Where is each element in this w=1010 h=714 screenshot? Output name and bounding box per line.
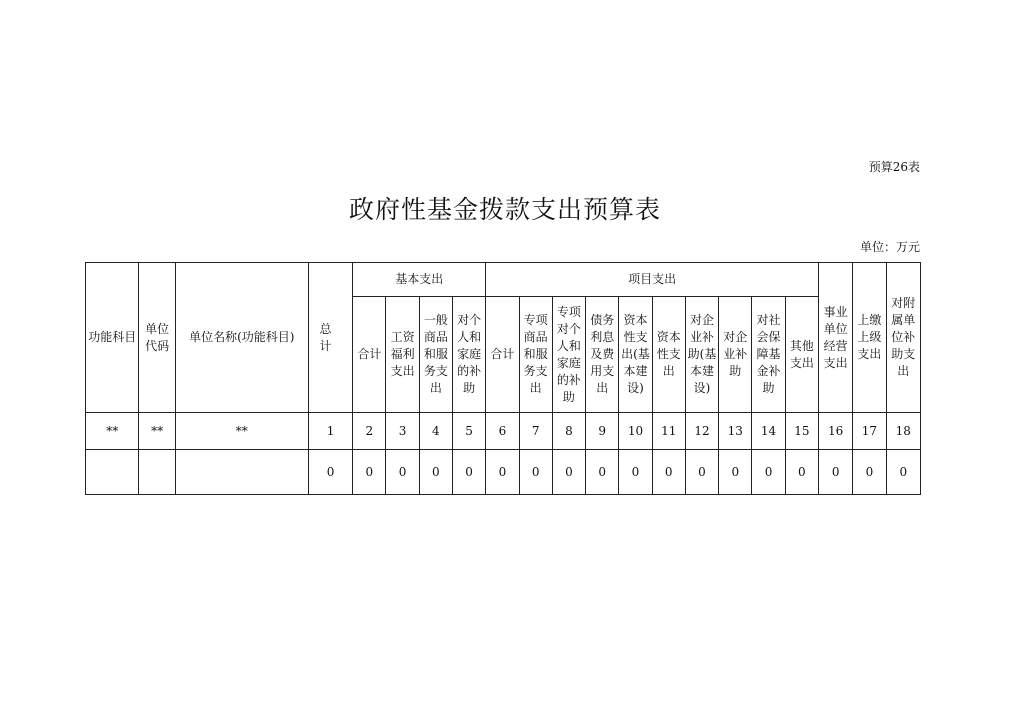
index-cell: 1 bbox=[308, 413, 352, 450]
index-cell: 16 bbox=[819, 413, 853, 450]
header-project-col: 资本性支出(基本建设) bbox=[619, 297, 652, 413]
index-cell: 5 bbox=[452, 413, 485, 450]
data-cell: 0 bbox=[586, 450, 619, 495]
index-cell: 6 bbox=[486, 413, 519, 450]
index-cell: 13 bbox=[719, 413, 752, 450]
index-cell: 8 bbox=[552, 413, 585, 450]
header-basic-group: 基本支出 bbox=[353, 263, 486, 297]
header-project-col: 对社会保障基金补助 bbox=[752, 297, 785, 413]
index-cell: 18 bbox=[886, 413, 920, 450]
header-basic-col: 工资福利支出 bbox=[386, 297, 419, 413]
data-cell: 0 bbox=[452, 450, 485, 495]
data-cell: 0 bbox=[819, 450, 853, 495]
header-upper: 上缴上级支出 bbox=[853, 263, 886, 413]
data-cell: 0 bbox=[886, 450, 920, 495]
index-cell: 9 bbox=[586, 413, 619, 450]
header-project-col: 专项对个人和家庭的补助 bbox=[552, 297, 585, 413]
data-cell: 0 bbox=[652, 450, 685, 495]
data-cell: 0 bbox=[386, 450, 419, 495]
header-project-col: 其他支出 bbox=[785, 297, 818, 413]
index-cell: 4 bbox=[419, 413, 452, 450]
data-cell: 0 bbox=[853, 450, 886, 495]
index-row bbox=[86, 413, 921, 450]
header-project-col: 资本性支出 bbox=[652, 297, 685, 413]
index-cell: 15 bbox=[785, 413, 818, 450]
index-cell: 3 bbox=[386, 413, 419, 450]
header-affiliate: 对附属单位补助支出 bbox=[886, 263, 920, 413]
header-unit-name: 单位名称(功能科目) bbox=[175, 263, 308, 413]
header-func-subject: 功能科目 bbox=[86, 263, 139, 413]
data-cell: 0 bbox=[785, 450, 818, 495]
budget-table bbox=[85, 262, 921, 495]
header-business: 事业单位经营支出 bbox=[819, 263, 853, 413]
index-cell: 17 bbox=[853, 413, 886, 450]
index-cell: 2 bbox=[353, 413, 386, 450]
index-cell: ** bbox=[139, 413, 175, 450]
data-cell: 0 bbox=[419, 450, 452, 495]
index-cell: 7 bbox=[519, 413, 552, 450]
unit-label: 单位：万元 bbox=[859, 240, 920, 254]
header-unit-code: 单位代码 bbox=[139, 263, 175, 413]
index-cell: 10 bbox=[619, 413, 652, 450]
header-basic-col: 对个人和家庭的补助 bbox=[452, 297, 485, 413]
index-cell: 12 bbox=[685, 413, 718, 450]
page-title: 政府性基金拨款支出预算表 bbox=[348, 195, 661, 224]
data-cell bbox=[139, 450, 175, 495]
data-cell bbox=[175, 450, 308, 495]
form-number: 预算26表 bbox=[868, 160, 920, 174]
data-cell: 0 bbox=[719, 450, 752, 495]
header-basic-col: 合计 bbox=[353, 297, 386, 413]
data-cell: 0 bbox=[685, 450, 718, 495]
header-basic-col: 一般商品和服务支出 bbox=[419, 297, 452, 413]
header-total: 总 计 bbox=[308, 263, 352, 413]
data-cell: 0 bbox=[308, 450, 352, 495]
data-cell: 0 bbox=[619, 450, 652, 495]
data-cell: 0 bbox=[552, 450, 585, 495]
data-cell: 0 bbox=[752, 450, 785, 495]
header-project-col: 对企业补助 bbox=[719, 297, 752, 413]
data-cell bbox=[86, 450, 139, 495]
header-project-group: 项目支出 bbox=[486, 263, 819, 297]
header-project-col: 专项商品和服务支出 bbox=[519, 297, 552, 413]
data-row bbox=[86, 450, 921, 495]
index-cell: 11 bbox=[652, 413, 685, 450]
index-cell: ** bbox=[175, 413, 308, 450]
index-cell: ** bbox=[86, 413, 139, 450]
data-cell: 0 bbox=[519, 450, 552, 495]
header-project-col: 债务利息及费用支出 bbox=[586, 297, 619, 413]
data-cell: 0 bbox=[353, 450, 386, 495]
header-project-col: 对企业补助(基本建设) bbox=[685, 297, 718, 413]
index-cell: 14 bbox=[752, 413, 785, 450]
data-cell: 0 bbox=[486, 450, 519, 495]
header-project-col: 合计 bbox=[486, 297, 519, 413]
